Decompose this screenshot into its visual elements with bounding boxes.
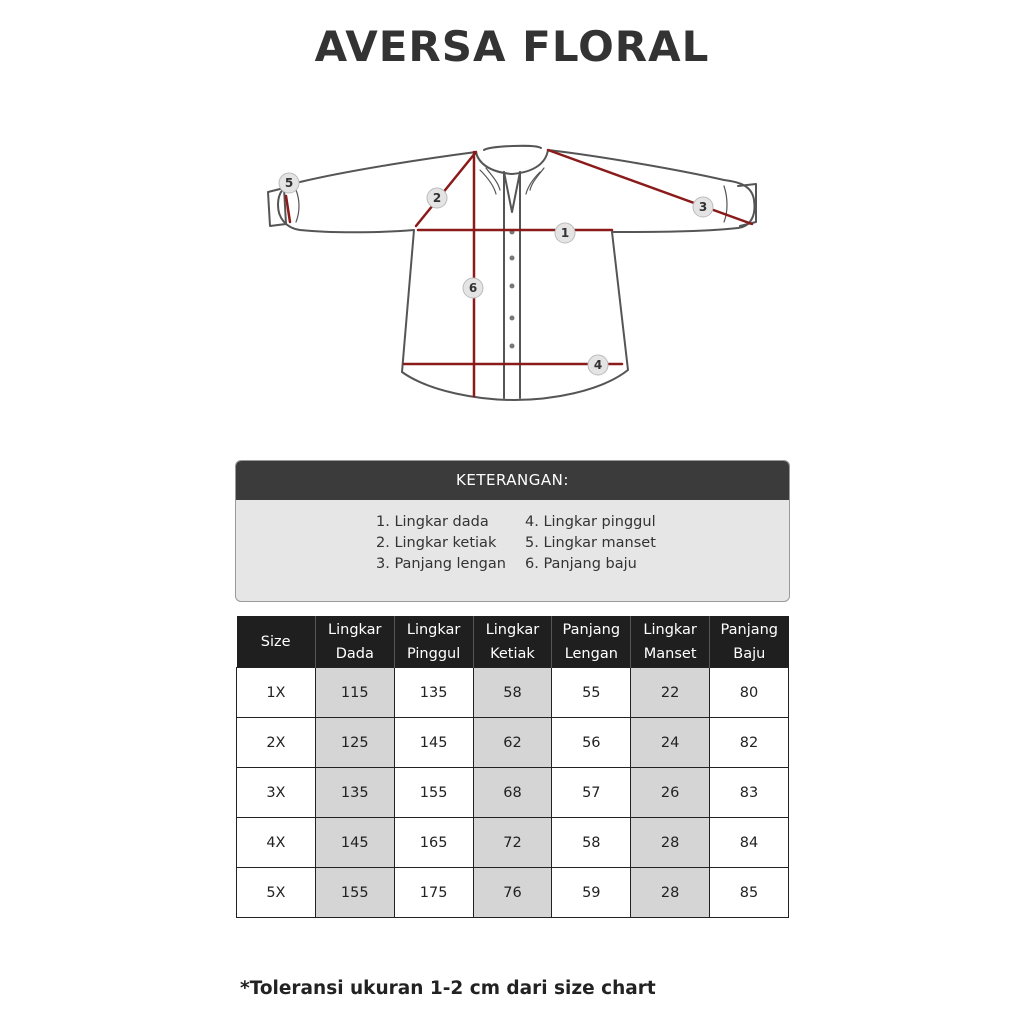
- legend-body: [236, 500, 789, 600]
- page-title: AVERSA FLORAL: [314, 22, 710, 71]
- cell-panjang-lengan: 58: [552, 818, 631, 868]
- table-row: [237, 718, 789, 768]
- legend-item: 1. Lingkar dada: [376, 514, 489, 530]
- cell-panjang-lengan: 55: [552, 668, 631, 718]
- cell-lingkar-ketiak: 62: [473, 718, 552, 768]
- col-header-lingkar-manset: Lingkar Manset: [631, 616, 710, 668]
- legend-heading: KETERANGAN:: [236, 461, 789, 500]
- svg-text:5: 5: [284, 176, 294, 190]
- svg-text:6: 6: [468, 281, 478, 295]
- legend-item: 3. Panjang lengan: [376, 556, 506, 572]
- marker-1: [555, 223, 575, 243]
- legend-item: 2. Lingkar ketiak: [376, 535, 497, 551]
- tolerance-note: *Toleransi ukuran 1-2 cm dari size chart: [240, 978, 656, 999]
- cell-lingkar-ketiak: 76: [473, 868, 552, 918]
- cell-size: 2X: [237, 718, 316, 768]
- measure-line-sleeve: [548, 150, 752, 224]
- table-header-row: [237, 616, 789, 668]
- cell-size: 4X: [237, 818, 316, 868]
- marker-5: [279, 173, 299, 193]
- cell-lingkar-manset: 22: [631, 668, 710, 718]
- marker-4: [588, 355, 608, 375]
- cell-lingkar-dada: 115: [315, 668, 394, 718]
- cell-lingkar-pinggul: 145: [394, 718, 473, 768]
- cell-lingkar-manset: 28: [631, 868, 710, 918]
- legend-item: 5. Lingkar manset: [525, 535, 656, 551]
- cell-panjang-lengan: 56: [552, 718, 631, 768]
- cell-lingkar-pinggul: 175: [394, 868, 473, 918]
- legend-column-left: [376, 512, 506, 575]
- size-chart-table: [236, 616, 789, 918]
- cell-lingkar-pinggul: 165: [394, 818, 473, 868]
- cell-size: 3X: [237, 768, 316, 818]
- cell-lingkar-dada: 145: [315, 818, 394, 868]
- cell-panjang-baju: 82: [710, 718, 789, 768]
- cell-panjang-lengan: 57: [552, 768, 631, 818]
- cell-lingkar-pinggul: 135: [394, 668, 473, 718]
- marker-2: [427, 188, 447, 208]
- measure-line-armhole: [416, 152, 476, 226]
- cell-panjang-baju: 84: [710, 818, 789, 868]
- cell-panjang-baju: 80: [710, 668, 789, 718]
- cell-panjang-baju: 83: [710, 768, 789, 818]
- legend-item: 4. Lingkar pinggul: [525, 514, 656, 530]
- cell-lingkar-manset: 24: [631, 718, 710, 768]
- svg-text:1: 1: [560, 226, 570, 240]
- marker-3: [693, 197, 713, 217]
- svg-text:4: 4: [593, 358, 603, 372]
- cell-size: 1X: [237, 668, 316, 718]
- table-row: [237, 818, 789, 868]
- cell-lingkar-ketiak: 58: [473, 668, 552, 718]
- table-row: [237, 768, 789, 818]
- cell-lingkar-pinggul: 155: [394, 768, 473, 818]
- marker-6: [463, 278, 483, 298]
- cell-panjang-lengan: 59: [552, 868, 631, 918]
- col-header-lingkar-ketiak: Lingkar Ketiak: [473, 616, 552, 668]
- cell-panjang-baju: 85: [710, 868, 789, 918]
- cell-lingkar-ketiak: 72: [473, 818, 552, 868]
- cell-lingkar-dada: 155: [315, 868, 394, 918]
- legend-panel: [235, 460, 790, 602]
- col-header-panjang-baju: Panjang Baju: [710, 616, 789, 668]
- col-header-lingkar-pinggul: Lingkar Pinggul: [394, 616, 473, 668]
- legend-column-right: [525, 512, 656, 575]
- shirt-measurement-diagram: [240, 135, 780, 420]
- svg-text:2: 2: [432, 191, 442, 205]
- cell-lingkar-dada: 135: [315, 768, 394, 818]
- cell-lingkar-manset: 26: [631, 768, 710, 818]
- cell-lingkar-ketiak: 68: [473, 768, 552, 818]
- legend-item: 6. Panjang baju: [525, 556, 637, 572]
- col-header-size: Size: [237, 616, 316, 668]
- col-header-lingkar-dada: Lingkar Dada: [315, 616, 394, 668]
- svg-text:3: 3: [698, 200, 708, 214]
- col-header-panjang-lengan: Panjang Lengan: [552, 616, 631, 668]
- cell-lingkar-dada: 125: [315, 718, 394, 768]
- table-row: [237, 668, 789, 718]
- cell-lingkar-manset: 28: [631, 818, 710, 868]
- cell-size: 5X: [237, 868, 316, 918]
- table-row: [237, 868, 789, 918]
